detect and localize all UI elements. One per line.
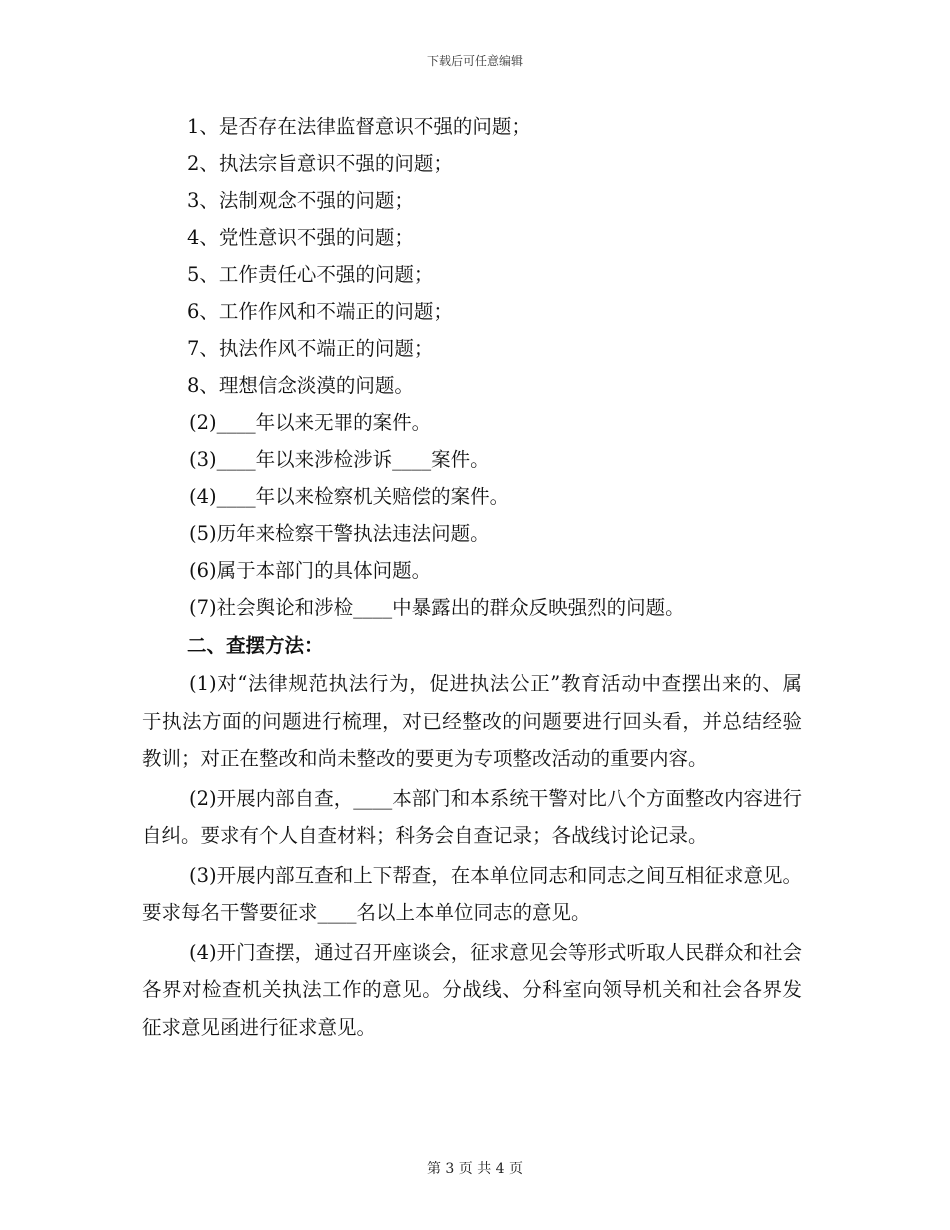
list-item-5: 5、工作责任心不强的问题； bbox=[187, 263, 434, 286]
document-body bbox=[142, 108, 802, 1048]
sub-item-5: (5)历年来检察干警执法违法问题。 bbox=[189, 522, 490, 545]
method-paragraph-3: (3)开展内部互查和上下帮查，在本单位同志和同志之间互相征求意见。要求每名干警要征求____名以上本单位同志的意见。 bbox=[142, 863, 802, 924]
list-item-3: 3、法制观念不强的问题； bbox=[187, 189, 414, 212]
list-item-7: 7、执法作风不端正的问题； bbox=[187, 337, 434, 360]
method-paragraph-1: (1)对“法律规范执法行为，促进执法公正”教育活动中查摆出来的、属于执法方面的问题进行梳理，对已经整改的问题要进行回头看，并总结经验教训；对正在整改和尚未整改的要更为专项整改活动的重要内容。 bbox=[142, 672, 802, 770]
list-item-8: 8、理想信念淡漠的问题。 bbox=[187, 374, 414, 397]
sub-item-7: (7)社会舆论和涉检____中暴露出的群众反映强烈的问题。 bbox=[189, 596, 685, 619]
sub-item-2: (2)____年以来无罪的案件。 bbox=[189, 411, 432, 434]
page-footer: 第 3 页 共 4 页 bbox=[426, 1161, 524, 1177]
list-item-4: 4、党性意识不强的问题； bbox=[187, 226, 414, 249]
list-item-2: 2、执法宗旨意识不强的问题； bbox=[187, 152, 453, 175]
sub-item-6: (6)属于本部门的具体问题。 bbox=[189, 559, 432, 582]
sub-item-3: (3)____年以来涉检涉诉____案件。 bbox=[189, 448, 490, 471]
page-header: 下载后可任意编辑 bbox=[426, 54, 523, 68]
list-item-1: 1、是否存在法律监督意识不强的问题； bbox=[187, 115, 531, 138]
method-paragraph-2: (2)开展内部自查，____本部门和本系统干警对比八个方面整改内容进行自纠。要求有个人自查材料；科务会自查记录；各战线讨论记录。 bbox=[142, 786, 802, 847]
list-item-6: 6、工作作风和不端正的问题； bbox=[187, 300, 453, 323]
method-paragraph-4: (4)开门查摆，通过召开座谈会，征求意见会等形式听取人民群众和社会各界对检查机关执法工作的意见。分战线、分科室向领导机关和社会各界发征求意见函进行征求意见。 bbox=[142, 940, 802, 1039]
sub-item-4: (4)____年以来检察机关赔偿的案件。 bbox=[189, 485, 510, 508]
section-title: 二、查摆方法： bbox=[187, 634, 324, 657]
